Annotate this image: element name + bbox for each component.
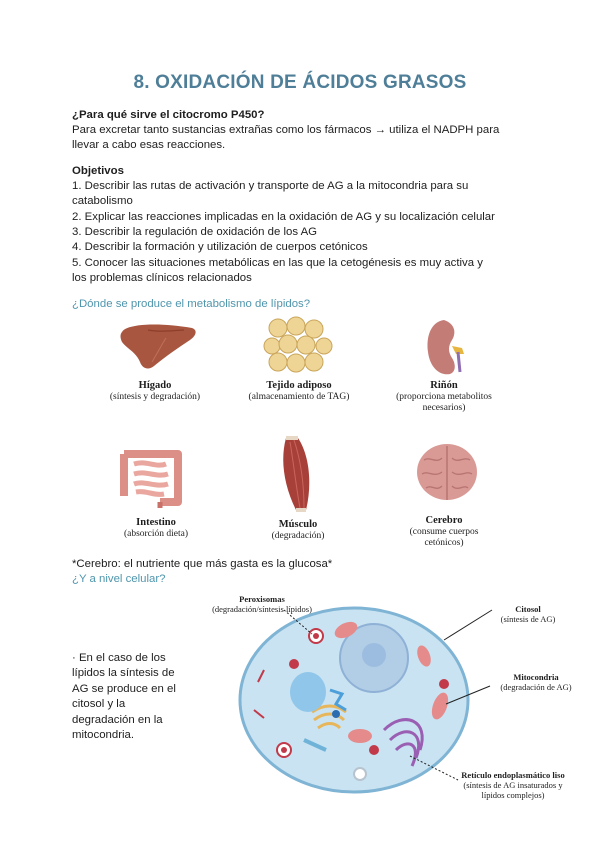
objective-item: los problemas clínicos relacionados [72, 272, 252, 284]
label-peroxisomas [202, 594, 322, 614]
organ-name: Músculo [278, 519, 318, 530]
intestine-image [116, 446, 186, 510]
organ-desc: cetónicos) [424, 538, 464, 548]
cell-text-line: citosol y la [72, 698, 126, 710]
cellular-level-question: ¿Y a nivel celular? [72, 573, 166, 585]
label-desc: (degradación/síntesis lípidos) [212, 604, 312, 614]
page-title: 8. OXIDACIÓN DE ÁCIDOS GRASOS [133, 72, 467, 93]
label-citosol [487, 604, 569, 624]
cell-text-line: mitocondria. [72, 729, 135, 741]
organ-name: Cerebro [425, 515, 463, 526]
organ-caption-brain [384, 515, 504, 549]
objective-item: 4. Describir la formación y utilización de cuerpos cetónicos [72, 241, 368, 253]
organ-desc: (absorción dieta) [123, 529, 189, 539]
cell-diagram [234, 600, 474, 800]
objectives-heading: Objetivos [72, 165, 124, 177]
organ-name: Tejido adiposo [266, 380, 332, 391]
liver-image [118, 322, 198, 372]
vacuole [290, 672, 326, 712]
objective-item: 2. Explicar las reacciones implicadas en la oxidación de AG y su localización celular [72, 211, 495, 223]
label-name: Retículo endoplasmático liso [461, 770, 565, 780]
label-name: Mitocondria [513, 672, 559, 682]
kidney-image [426, 318, 470, 378]
p450-answer-line-1: Para excretar tanto sustancias extrañas como los fármacos → utiliza el NADPH para [72, 124, 500, 136]
adipose-tissue-image [264, 316, 334, 376]
organ-name: Hígado [138, 380, 172, 391]
organ-caption-adipose [239, 380, 359, 403]
brain-image [414, 442, 480, 504]
cell-text-line: · En el caso de los [72, 652, 166, 664]
objective-item: 3. Describir la regulación de oxidación de los AG [72, 226, 318, 238]
cell-text-line: degradación en la [72, 714, 163, 726]
cell-text-line: AG se produce en el [72, 683, 176, 695]
organ-desc: necesarios) [422, 403, 466, 413]
organ-caption-muscle [238, 519, 358, 542]
organ-name: Intestino [136, 517, 176, 528]
label-desc: lípidos complejos) [481, 790, 545, 800]
organ-caption-kidney [384, 380, 504, 414]
brain-note: *Cerebro: el nutriente que más gasta es la glucosa* [72, 558, 333, 570]
objective-item: 5. Conocer las situaciones metabólicas en las que la cetogénesis es muy activa y [72, 257, 483, 269]
organ-name: Riñón [430, 380, 458, 391]
organ-desc: (síntesis y degradación) [109, 392, 201, 402]
label-desc: (síntesis de AG) [500, 614, 556, 624]
organ-caption-intestine [96, 517, 216, 540]
label-mitocondria [487, 672, 585, 692]
label-reticulo [446, 770, 580, 800]
label-desc: (síntesis de AG insaturados y [463, 780, 563, 790]
objective-item: 1. Describir las rutas de activación y transporte de AG a la mitocondria para su [72, 180, 469, 192]
lipid-metabolism-question: ¿Dónde se produce el metabolismo de lípidos? [72, 298, 311, 310]
cell-text-line: lípidos la síntesis de [72, 667, 175, 679]
label-name: Peroxisomas [239, 594, 285, 604]
organ-desc: (consume cuerpos [409, 527, 479, 537]
label-name: Citosol [515, 604, 541, 614]
label-desc: (degradación de AG) [500, 682, 572, 692]
organ-desc: (degradación) [271, 531, 325, 541]
objective-item: catabolismo [72, 195, 133, 207]
p450-question: ¿Para qué sirve el citocromo P450? [72, 109, 265, 121]
organ-desc: (almacenamiento de TAG) [248, 392, 350, 402]
muscle-image [276, 436, 316, 512]
p450-answer-line-2: llevar a cabo esas reacciones. [72, 139, 226, 151]
organ-caption-liver [95, 380, 215, 403]
organ-desc: (proporciona metabolitos [396, 392, 492, 402]
